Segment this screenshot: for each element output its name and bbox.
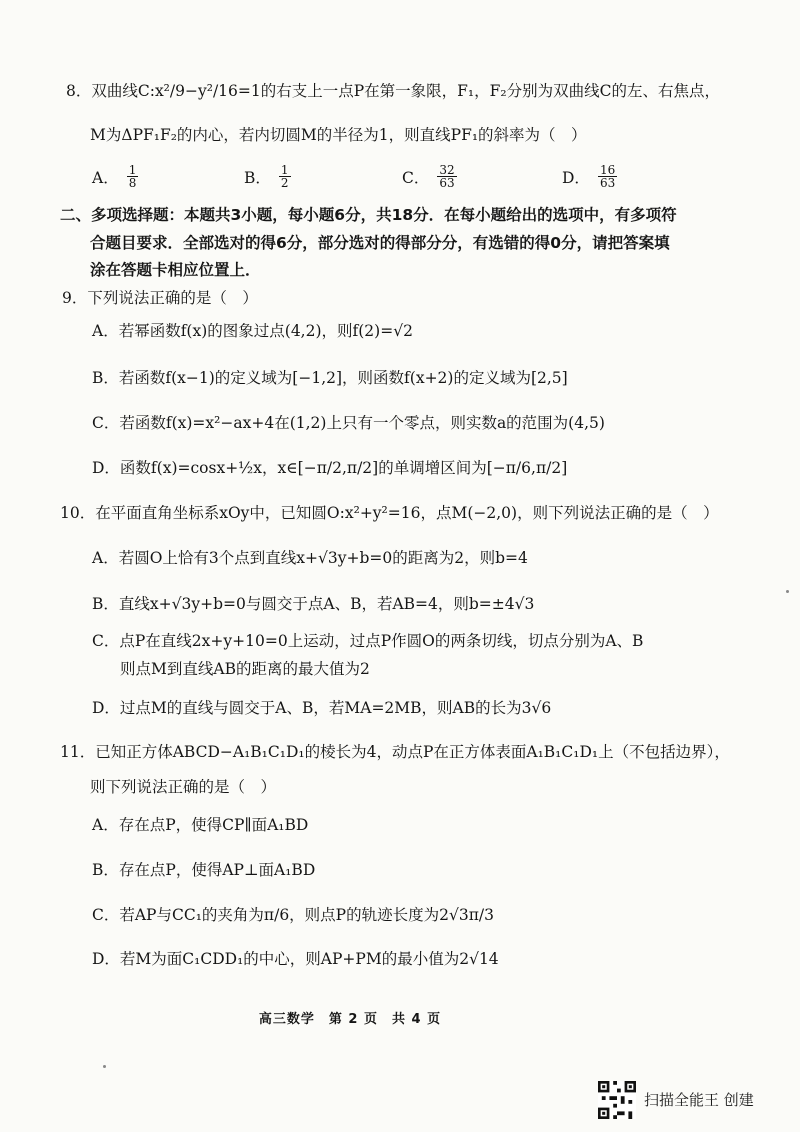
q11-option-b: B．存在点P，使得AP⊥面A₁BD xyxy=(92,861,316,879)
scanner-brand-label: 扫描全能王 创建 xyxy=(644,1091,754,1109)
fraction xyxy=(279,164,291,189)
option-label: D． xyxy=(562,168,590,187)
q11-option-a: A．存在点P，使得CP∥面A₁BD xyxy=(92,816,309,834)
q10-option-c-line1: C．点P在直线2x+y+10=0上运动，过点P作圆O的两条切线，切点分别为A、B xyxy=(92,632,644,650)
q9-option-a: A．若幂函数f(x)的图象过点(4,2)，则f(2)=√2 xyxy=(92,322,413,340)
fraction xyxy=(598,164,617,189)
section-heading-line2: 合题目要求．全部选对的得6分，部分选对的得部分分，有选错的得0分，请把答案填 xyxy=(90,234,670,252)
q8-option-a xyxy=(92,164,140,194)
q11-option-c: C．若AP与CC₁的夹角为π/6，则点P的轨迹长度为2√3π/3 xyxy=(92,906,494,924)
numerator: 1 xyxy=(280,163,289,177)
numerator: 16 xyxy=(599,163,616,177)
q8-option-d xyxy=(562,164,619,194)
q10-option-c-line2: 则点M到直线AB的距离的最大值为2 xyxy=(120,660,370,678)
q10-option-d: D．过点M的直线与圆交于A、B，若MA=2MB，则AB的长为3√6 xyxy=(92,699,552,717)
numerator: 32 xyxy=(439,163,455,177)
q8-option-b xyxy=(244,164,293,194)
page-footer: 高三数学 第 2 页 共 4 页 xyxy=(258,1012,442,1027)
denominator: 63 xyxy=(599,176,616,190)
q10-option-a: A．若圆O上恰有3个点到直线x+√3y+b=0的距离为2，则b=4 xyxy=(92,549,528,567)
scan-speck xyxy=(786,590,789,593)
q10-stem: 10．在平面直角坐标系xOy中，已知圆O:x²+y²=16，点M(−2,0)，则下列说法正确的是（ ） xyxy=(60,504,719,522)
q11-stem-line2: 则下列说法正确的是（ ） xyxy=(90,778,277,796)
q8-options xyxy=(92,164,652,194)
option-label: B． xyxy=(244,168,271,187)
qr-code-icon xyxy=(598,1081,636,1119)
section-heading-line3: 涂在答题卡相应位置上． xyxy=(90,261,261,279)
q9-option-c: C．若函数f(x)=x²−ax+4在(1,2)上只有一个零点，则实数a的范围为(4,5) xyxy=(92,414,605,432)
q9-option-d: D．函数f(x)=cosx+½x，x∈[−π/2,π/2]的单调增区间为[−π/6,π/2] xyxy=(92,459,568,477)
denominator: 63 xyxy=(439,176,455,190)
q8-line1: 8．双曲线C:x²/9−y²/16=1的右支上一点P在第一象限，F₁，F₂分别为双曲线C的左、右焦点， xyxy=(66,82,720,100)
section-heading-line1: 二、多项选择题：本题共3小题，每小题6分，共18分．在每小题给出的选项中，有多项符 xyxy=(60,206,677,224)
numerator: 1 xyxy=(128,163,137,177)
q9-option-b: B．若函数f(x−1)的定义域为[−1,2]，则函数f(x+2)的定义域为[2,5] xyxy=(92,369,568,387)
q11-stem-line1: 11．已知正方体ABCD−A₁B₁C₁D₁的棱长为4，动点P在正方体表面A₁B₁C₁D₁上（不包括边界）， xyxy=(60,743,730,761)
q8-line2: M为ΔPF₁F₂的内心，若内切圆M的半径为1，则直线PF₁的斜率为（ ） xyxy=(90,126,587,144)
option-label: C． xyxy=(402,168,430,187)
option-label: A． xyxy=(92,168,119,187)
fraction xyxy=(127,164,139,189)
q9-stem: 9．下列说法正确的是（ ） xyxy=(62,289,258,307)
scan-speck xyxy=(103,1065,106,1068)
q11-option-d: D．若M为面C₁CDD₁的中心，则AP+PM的最小值为2√14 xyxy=(92,950,499,968)
denominator: 8 xyxy=(128,176,137,190)
denominator: 2 xyxy=(280,176,289,190)
q10-option-b: B．直线x+√3y+b=0与圆交于点A、B，若AB=4，则b=±4√3 xyxy=(92,595,535,613)
q8-option-c xyxy=(402,164,459,194)
fraction xyxy=(437,164,456,189)
